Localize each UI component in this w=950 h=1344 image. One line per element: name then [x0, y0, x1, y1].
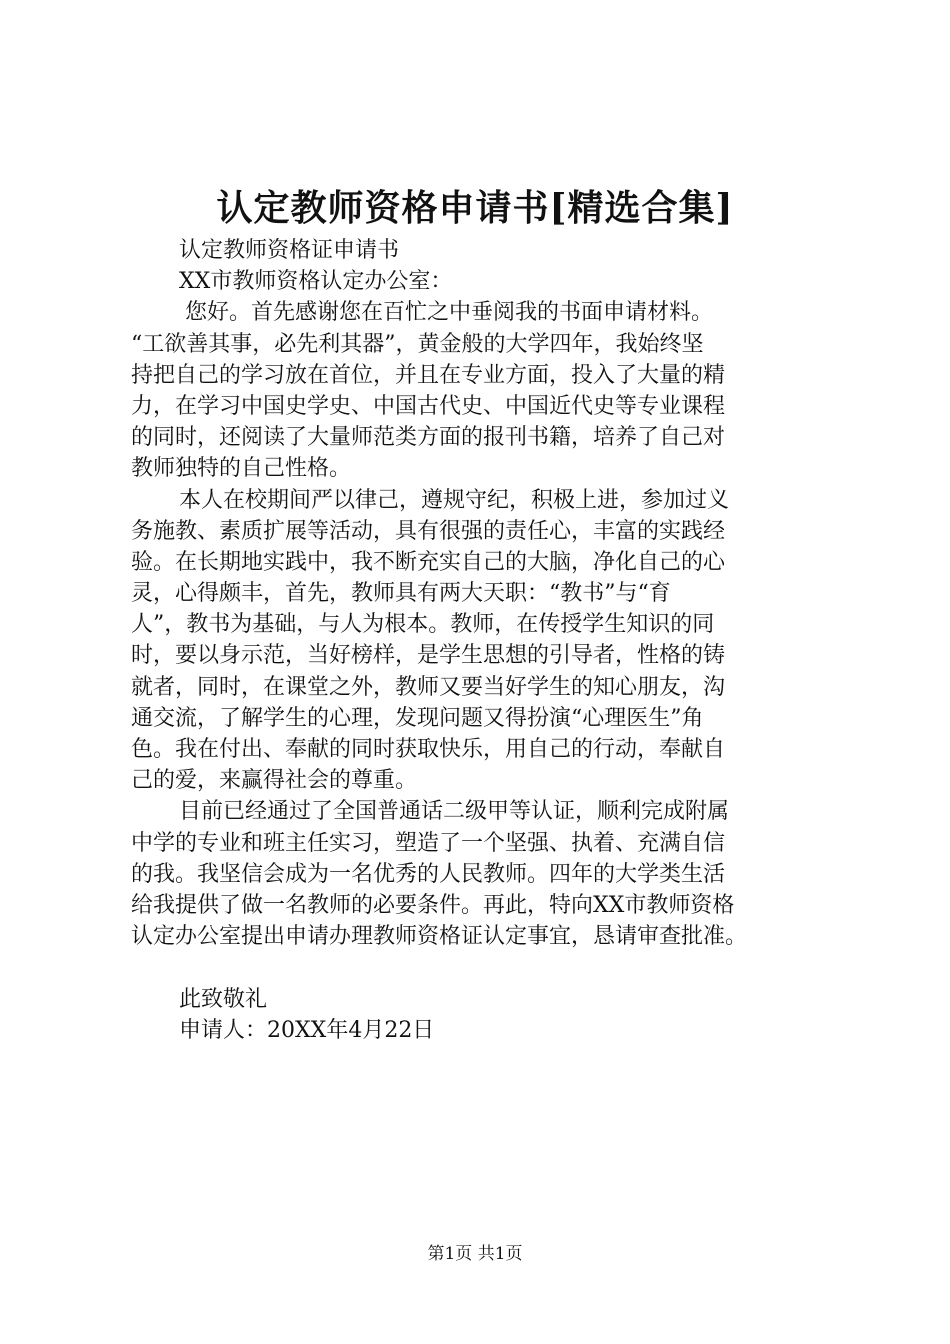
document-closing: 此致敬礼: [179, 986, 268, 1012]
paragraph-line: 的我。我坚信会成为一名优秀的人民教师。四年的大学类生活: [131, 861, 726, 887]
paragraph-line: 认定办公室提出申请办理教师资格证认定事宜，恳请审查批准。: [131, 924, 748, 950]
document-title: 认定教师资格申请书[精选合集]: [216, 187, 734, 229]
paragraph-line: 己的爱，来赢得社会的尊重。: [131, 768, 418, 794]
paragraph-line: 人”，教书为基础，与人为根本。教师，在传授学生知识的同: [131, 612, 715, 638]
paragraph-line: 您好。首先感谢您在百忙之中垂阅我的书面申请材料。: [185, 300, 714, 326]
paragraph-line: 色。我在付出、奉献的同时获取快乐，用自己的行动，奉献自: [131, 737, 726, 762]
paragraph-line: 务施教、素质扩展等活动，具有很强的责任心，丰富的实践经: [131, 518, 726, 544]
paragraph-line: “工欲善其事，必先利其器”，黄金般的大学四年，我始终坚: [131, 331, 704, 357]
paragraph-line: 通交流，了解学生的心理，发现问题又得扮演“心理医生”角: [131, 705, 704, 731]
paragraph-line: 中学的专业和班主任实习，塑造了一个坚强、执着、充满自信: [131, 830, 726, 856]
page-footer: 第1页 共1页: [427, 1244, 523, 1264]
paragraph-line: 就者，同时，在课堂之外，教师又要当好学生的知心朋友，沟: [131, 674, 726, 700]
paragraph-1: [131, 297, 831, 484]
paragraph-line: 时，要以身示范，当好榜样，是学生思想的引导者，性格的铸: [131, 643, 726, 669]
paragraph-2: [131, 485, 831, 797]
paragraph-line: 验。在长期地实践中，我不断充实自己的大脑，净化自己的心: [131, 549, 726, 575]
document-subtitle: 认定教师资格证申请书: [179, 238, 400, 263]
document-body: [131, 235, 831, 1046]
document-recipient: XX市教师资格认定办公室：: [179, 269, 453, 295]
paragraph-line: 本人在校期间严以律己，遵规守纪，积极上进，参加过义: [179, 487, 730, 513]
paragraph-line: 目前已经通过了全国普通话二级甲等认证，顺利完成附属: [179, 799, 730, 825]
blank-line: [131, 952, 831, 983]
paragraph-line: 持把自己的学习放在首位，并且在专业方面，投入了大量的精: [131, 362, 726, 388]
document-signature: 申请人：20XX年4月22日: [179, 1017, 435, 1043]
paragraph-line: 给我提供了做一名教师的必要条件。再此，特向XX市教师资格: [131, 892, 735, 918]
paragraph-3: [131, 796, 831, 952]
paragraph-line: 力，在学习中国史学史、中国古代史、中国近代史等专业课程: [131, 393, 726, 419]
paragraph-line: 教师独特的自己性格。: [131, 456, 352, 482]
paragraph-line: 的同时，还阅读了大量师范类方面的报刊书籍，培养了自己对: [131, 425, 726, 451]
paragraph-line: 灵，心得颇丰，首先，教师具有两大天职：“教书”与“育: [131, 581, 671, 607]
